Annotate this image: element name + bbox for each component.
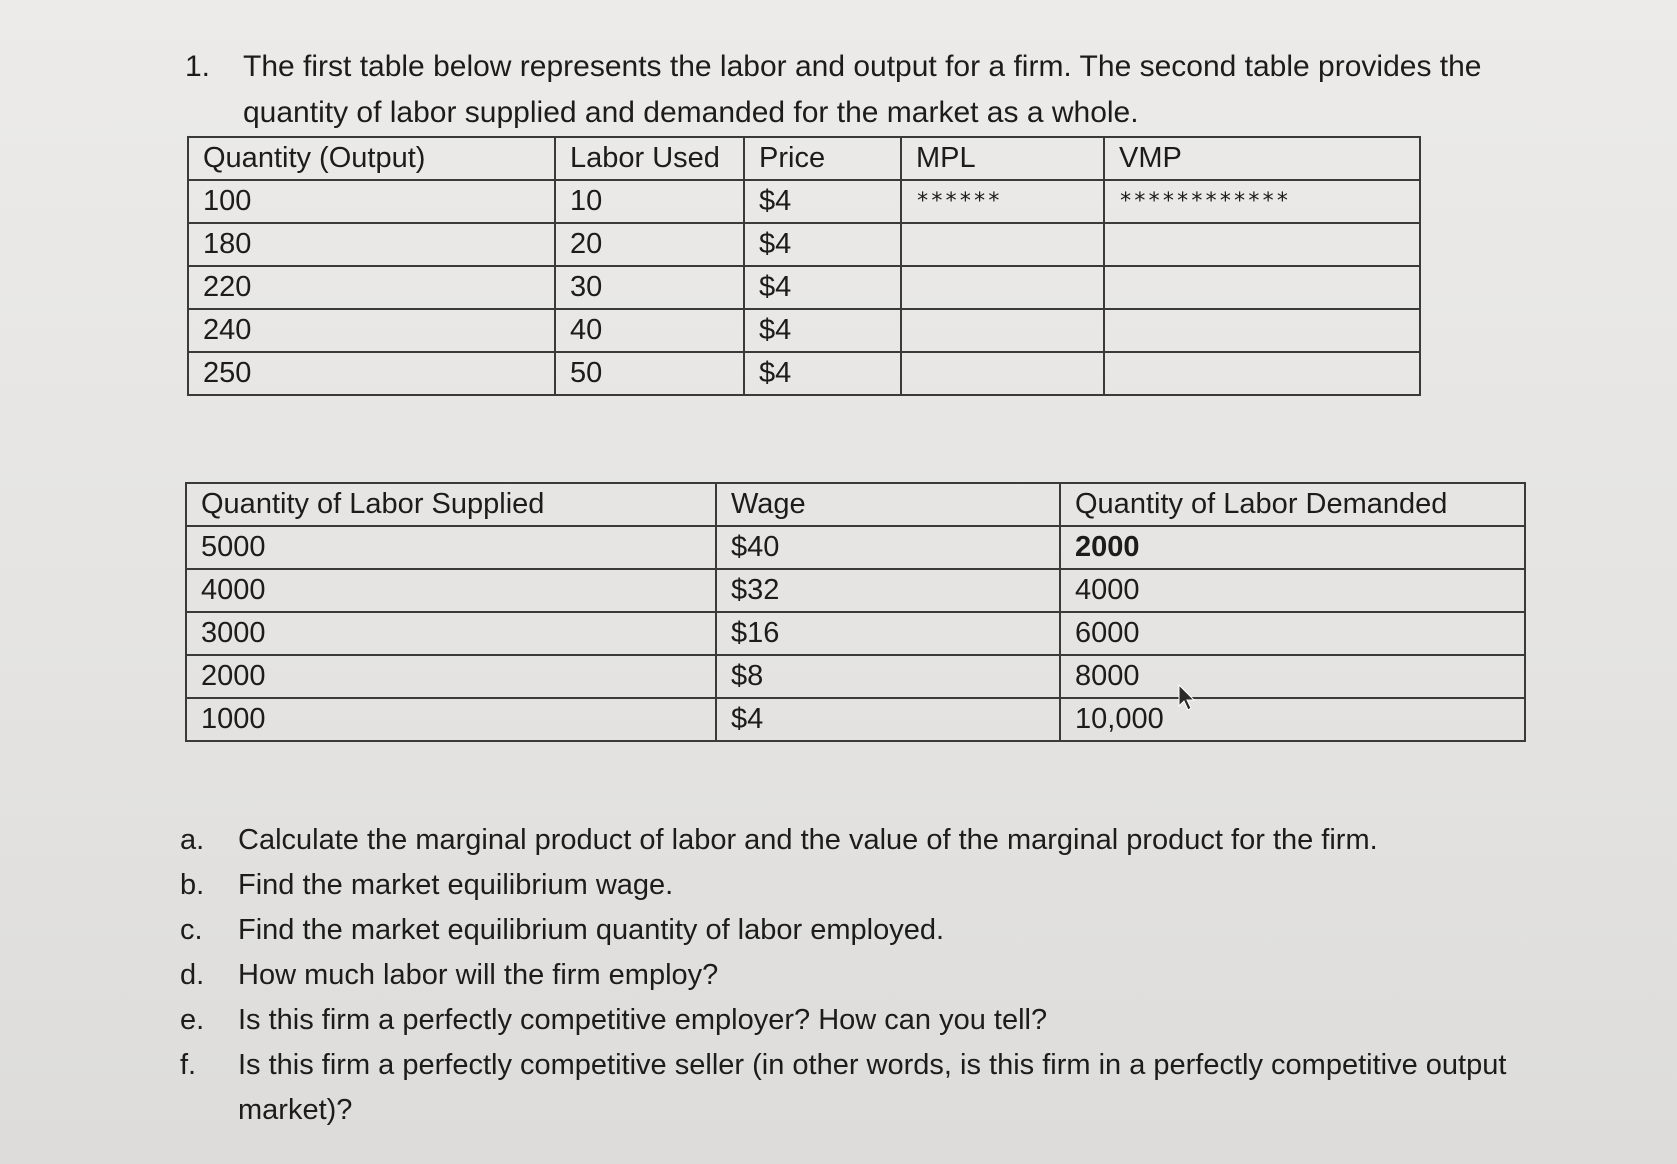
cell-vmp [1104,309,1420,352]
table-row [188,266,1420,309]
cell-wage: $40 [716,526,1060,569]
cell-mpl [901,266,1104,309]
cell-demanded: 8000 [1060,655,1525,698]
question-text: Find the market equilibrium wage. [238,869,674,901]
cell-mpl [901,309,1104,352]
table-row [186,526,1525,569]
cell-labor: 40 [555,309,744,352]
cell-labor: 10 [555,180,744,223]
mouse-pointer-icon [1177,684,1197,712]
cell-demanded: 10,000 [1060,698,1525,741]
cell-labor: 30 [555,266,744,309]
cell-supplied: 3000 [186,612,716,655]
question-text: Is this firm a perfectly competitive seller (in other words, is this firm in a perfectly competitive output market)? [238,1049,1507,1126]
question-letter: e. [180,1004,205,1036]
question-list [180,818,1520,1133]
header-mpl: MPL [901,137,1104,180]
cell-price: $4 [744,266,901,309]
cell-quantity: 220 [188,266,555,309]
cell-mpl: ****** [901,180,1104,223]
cell-wage: $8 [716,655,1060,698]
header-wage: Wage [716,483,1060,526]
cell-labor: 20 [555,223,744,266]
cell-quantity: 240 [188,309,555,352]
question-item [180,863,1520,908]
table-header-row [186,483,1525,526]
cell-demanded: 6000 [1060,612,1525,655]
cell-vmp [1104,223,1420,266]
cell-price: $4 [744,180,901,223]
cell-wage: $16 [716,612,1060,655]
header-labor-supplied: Quantity of Labor Supplied [186,483,716,526]
problem-intro-text: The first table below represents the labor and output for a firm. The second table provides the quantity of labor supplied and demanded for the market as a whole. [243,50,1482,129]
header-labor-demanded: Quantity of Labor Demanded [1060,483,1525,526]
problem-intro [185,44,1525,136]
table-header-row [188,137,1420,180]
table-row [188,309,1420,352]
question-item [180,908,1520,953]
question-letter: d. [180,959,205,991]
question-text: Find the market equilibrium quantity of labor employed. [238,914,945,946]
cell-quantity: 250 [188,352,555,395]
cell-vmp [1104,352,1420,395]
table-row [186,612,1525,655]
cell-wage: $32 [716,569,1060,612]
cell-quantity: 100 [188,180,555,223]
cell-demanded: 2000 [1060,526,1525,569]
question-item [180,1043,1520,1133]
firm-labor-output-table [187,136,1421,396]
cell-price: $4 [744,309,901,352]
question-text: Is this firm a perfectly competitive employer? How can you tell? [238,1004,1048,1036]
header-vmp: VMP [1104,137,1420,180]
header-price: Price [744,137,901,180]
question-letter: a. [180,824,205,856]
question-letter: b. [180,869,205,901]
table-row [186,569,1525,612]
cell-demanded: 4000 [1060,569,1525,612]
cell-price: $4 [744,223,901,266]
table-row [188,223,1420,266]
market-labor-table [185,482,1526,742]
cell-supplied: 1000 [186,698,716,741]
question-text: How much labor will the firm employ? [238,959,719,991]
table-row [188,352,1420,395]
cell-vmp: ************ [1104,180,1420,223]
table-row [186,698,1525,741]
cell-mpl [901,223,1104,266]
cell-wage: $4 [716,698,1060,741]
cell-supplied: 2000 [186,655,716,698]
problem-number: 1. [185,50,211,83]
cell-supplied: 5000 [186,526,716,569]
question-text: Calculate the marginal product of labor and the value of the marginal product for the firm. [238,824,1378,856]
cell-labor: 50 [555,352,744,395]
header-quantity-output: Quantity (Output) [188,137,555,180]
cell-price: $4 [744,352,901,395]
question-item [180,998,1520,1043]
cell-mpl [901,352,1104,395]
header-labor-used: Labor Used [555,137,744,180]
question-item [180,953,1520,998]
question-item [180,818,1520,863]
table-row [186,655,1525,698]
cell-vmp [1104,266,1420,309]
table-row [188,180,1420,223]
cell-quantity: 180 [188,223,555,266]
question-letter: f. [180,1049,197,1081]
question-letter: c. [180,914,203,946]
cell-supplied: 4000 [186,569,716,612]
